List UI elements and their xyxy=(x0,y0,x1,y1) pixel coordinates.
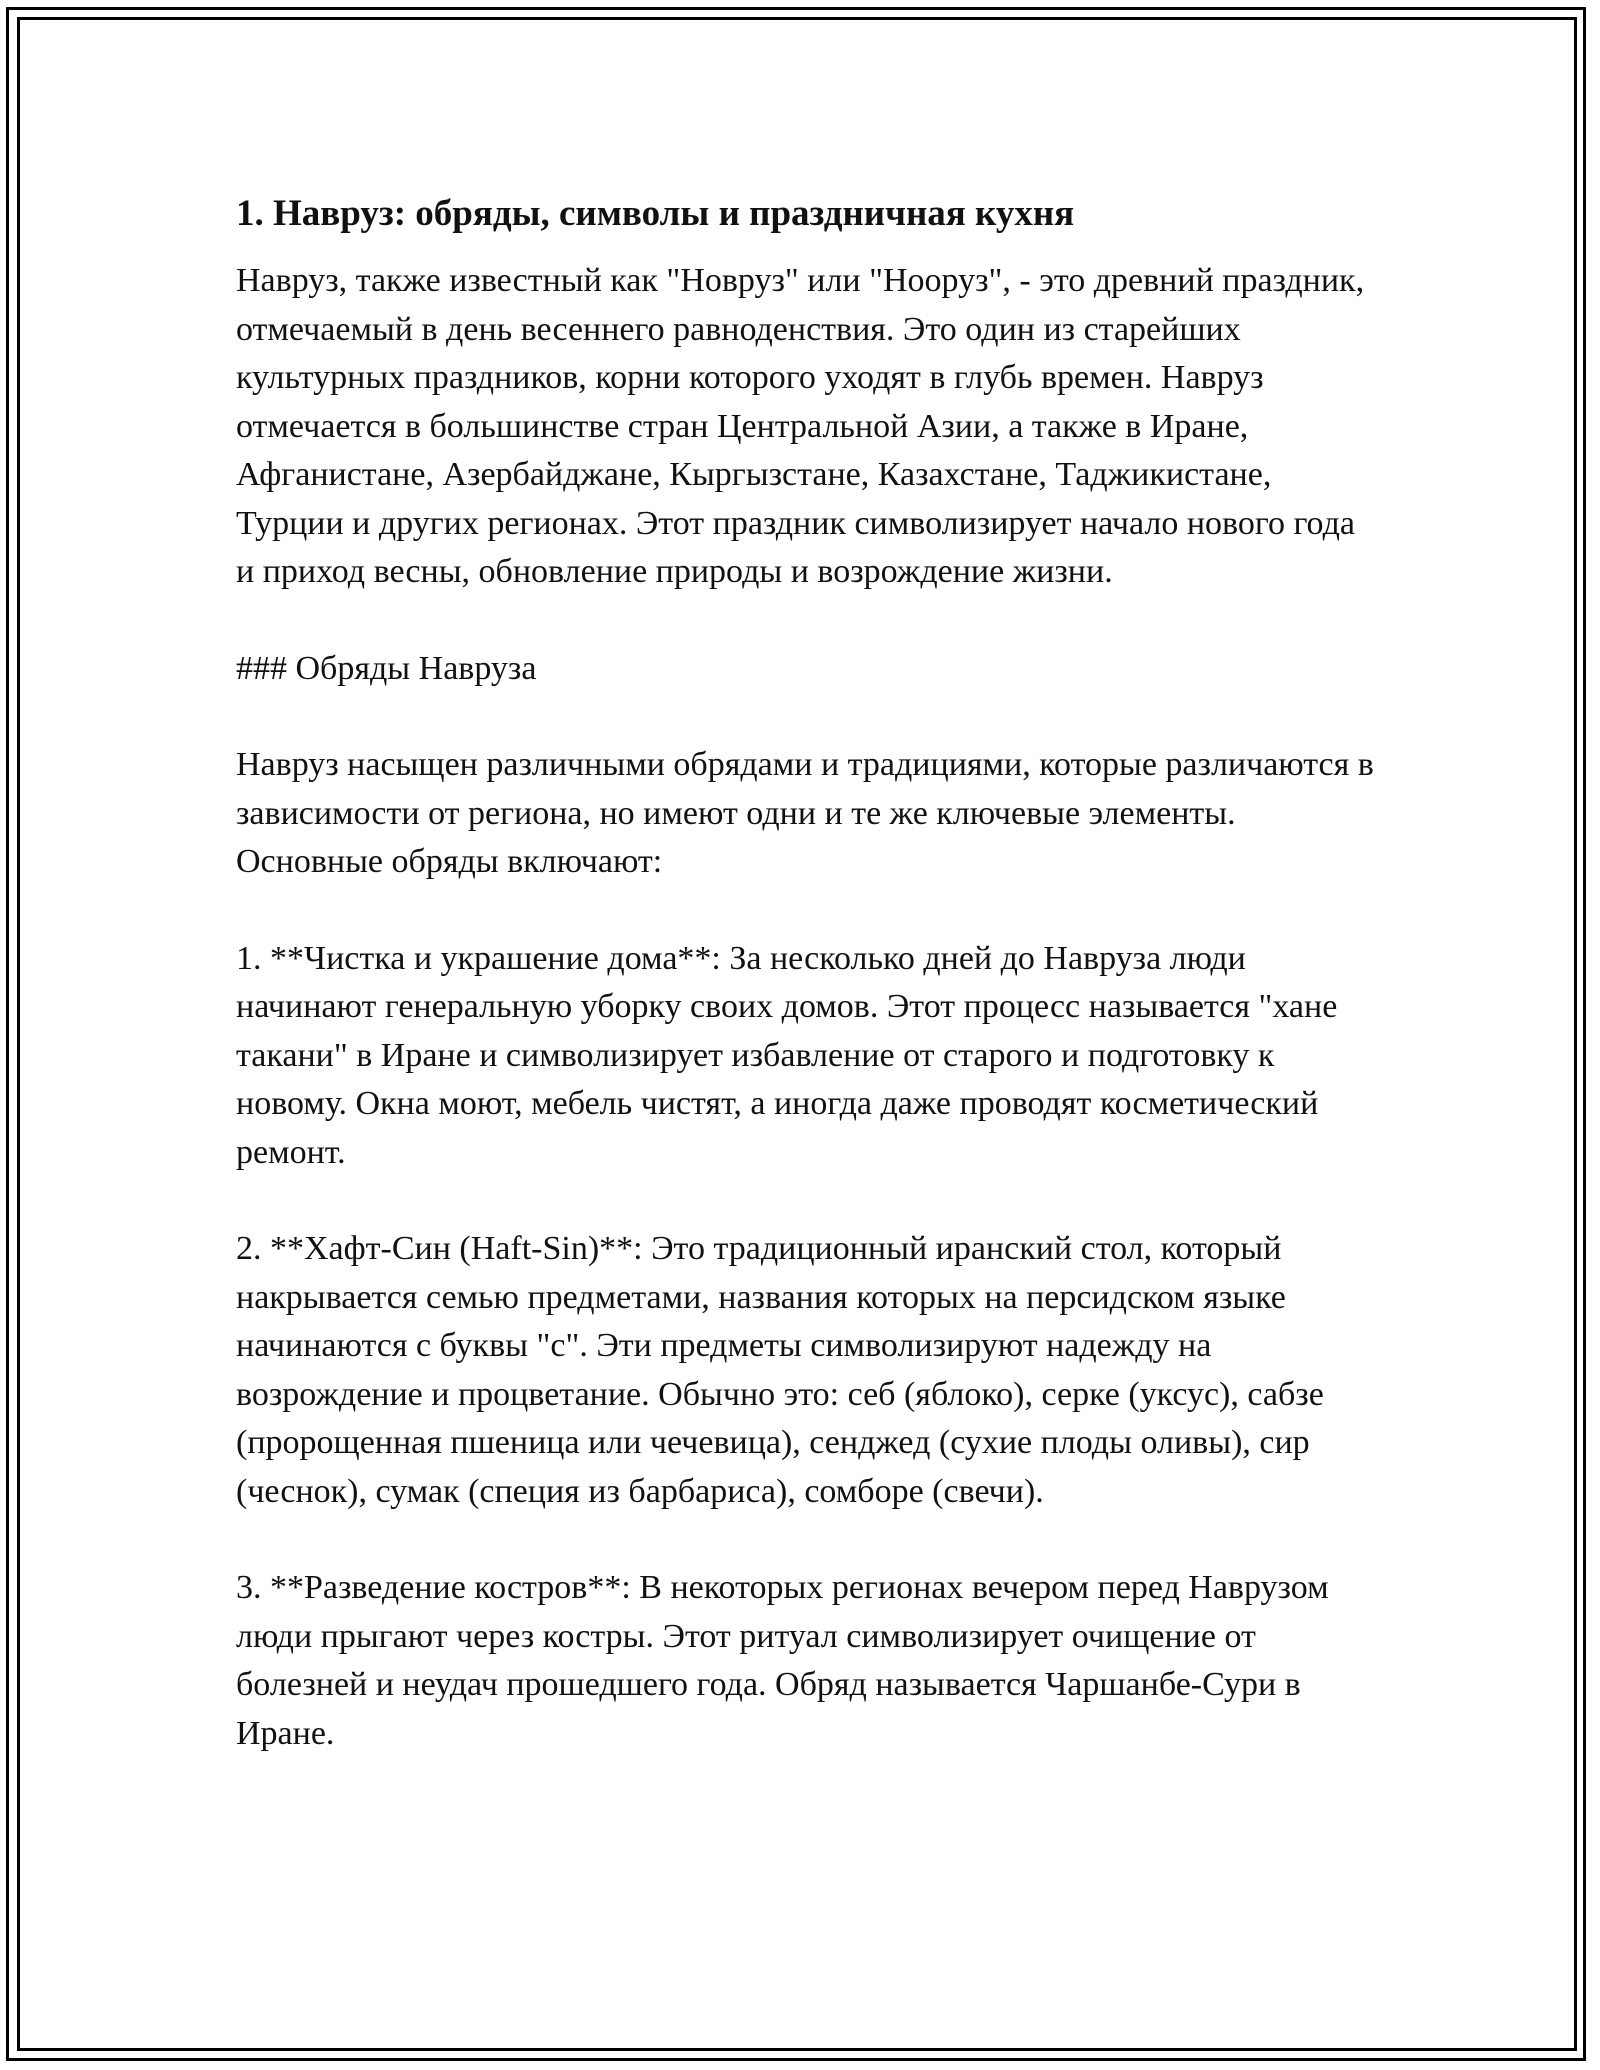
list-item-haft-sin: 2. **Хафт-Син (Haft-Sin)**: Это традиционный иранский стол, который накрывается семью предметами, названия которых на персидском языке начинаются с буквы "с". Эти предметы символизируют надежду на возрождение и процветание. Обычно это: себ (яблоко), серке (уксус), сабзе (пророщенная пшеница или чечевица), сенджед (сухие плоды оливы), сир (чеснок), сумак (специя из барбариса), сомборе (свечи). xyxy=(236,1230,1324,1510)
section-intro-paragraph: Навруз насыщен различными обрядами и традициями, которые различаются в зависимости от региона, но имеют одни и те же ключевые элементы. Основные обряды включают: xyxy=(236,746,1374,880)
list-item-bonfires: 3. **Разведение костров**: В некоторых регионах вечером перед Наврузом люди прыгают через костры. Этот ритуал символизирует очищение от болезней и неудач прошедшего года. Обряд называется Чаршанбе-Сури в Иране. xyxy=(236,1569,1329,1752)
document-title: 1. Навруз: обряды, символы и праздничная кухня xyxy=(236,193,1075,234)
section-heading: ### Обряды Навруза xyxy=(236,649,537,687)
intro-paragraph: Навруз, также известный как "Новруз" или "Нооруз", - это древний праздник, отмечаемый в день весеннего равноденствия. Это один из старейших культурных праздников, корни которого уходят в глубь времен. Навруз отмечается в большинстве стран Центральной Азии, а также в Иране, Афганистане, Азербайджане, Кыргызстане, Казахстане, Таджикистане, Турции и других регионах. Этот праздник символизирует начало нового года и приход весны, обновление природы и возрождение жизни. xyxy=(236,262,1365,590)
document-body xyxy=(236,186,1376,1758)
list-item-cleaning: 1. **Чистка и украшение дома**: За несколько дней до Навруза люди начинают генеральную уборку своих домов. Этот процесс называется "хане такани" в Иране и символизирует избавление от старого и подготовку к новому. Окна моют, мебель чистят, а иногда даже проводят косметический ремонт. xyxy=(236,939,1338,1171)
